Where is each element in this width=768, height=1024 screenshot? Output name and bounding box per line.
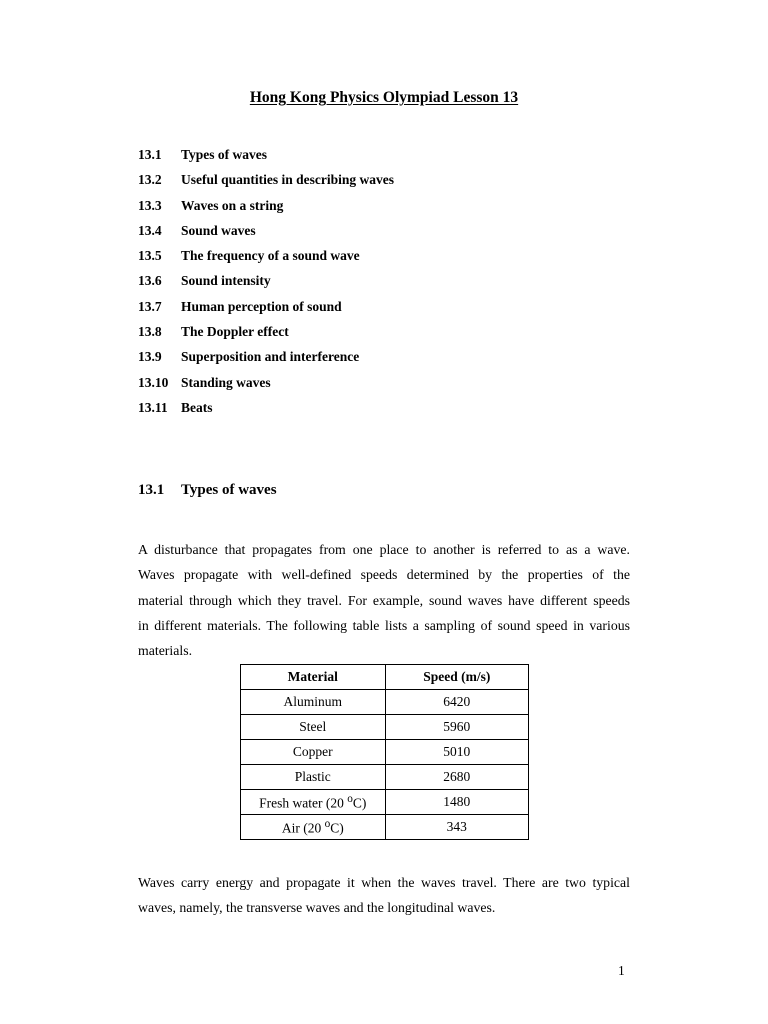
toc-item-label: Beats [181, 399, 213, 415]
table-row [241, 790, 529, 815]
degree-superscript: o [324, 817, 331, 830]
paragraph-line: A disturbance that propagates from one place to another is referred to as a wave. [138, 542, 630, 557]
toc-item-number: 13.10 [138, 374, 169, 390]
table-row [241, 815, 529, 840]
toc-item-number: 13.8 [138, 324, 162, 340]
toc-item-label: The Doppler effect [181, 324, 289, 340]
toc-item-number: 13.3 [138, 197, 162, 213]
toc-item-number: 13.11 [138, 399, 168, 415]
toc-item [138, 347, 394, 372]
toc-item [138, 271, 394, 296]
material-text: Fresh water (20 [259, 795, 348, 811]
toc-item [138, 322, 394, 347]
toc-item-label: Standing waves [181, 374, 271, 390]
toc-item-number: 13.6 [138, 273, 162, 289]
degree-superscript: o [347, 792, 353, 805]
toc-item [138, 170, 394, 195]
section-title: Types of waves [181, 482, 277, 498]
paragraph-line: Waves propagate with well-defined speeds determined by the properties of the [138, 567, 630, 583]
material-text-end: C) [330, 820, 344, 836]
paragraph-line: waves, namely, the transverse waves and the longitudinal waves. [138, 900, 496, 916]
table-row [241, 740, 529, 765]
table-row [241, 715, 529, 740]
speed-cell: 2680 [385, 765, 528, 790]
toc-item-label: Sound waves [181, 222, 256, 238]
toc-item-label: Sound intensity [181, 273, 271, 289]
toc-item [138, 297, 394, 322]
paragraph-line: material through which they travel. For example, sound waves have different speeds [138, 592, 630, 608]
speed-cell: 1480 [385, 790, 528, 815]
section-heading [138, 482, 277, 499]
intro-paragraph [138, 537, 630, 663]
toc-item-number: 13.4 [138, 222, 162, 238]
toc-item [138, 221, 394, 246]
material-cell: Plastic [241, 765, 386, 790]
column-header-material: Material [241, 665, 386, 690]
sound-speed-table [240, 664, 529, 840]
toc-item-number: 13.7 [138, 298, 162, 314]
paragraph-line: materials. [138, 643, 193, 659]
toc-item [138, 398, 394, 423]
table-header-row [241, 665, 529, 690]
speed-cell: 5960 [385, 715, 528, 740]
toc-item-label: Superposition and interference [181, 349, 360, 365]
toc-item-label: Types of waves [181, 147, 267, 162]
column-header-speed: Speed (m/s) [385, 665, 528, 690]
toc-item [138, 246, 394, 271]
toc-item [138, 145, 394, 170]
material-cell [241, 790, 386, 815]
toc-item [138, 196, 394, 221]
toc-item-label: Human perception of sound [181, 298, 342, 314]
document-title: Hong Kong Physics Olympiad Lesson 13 [249, 89, 519, 106]
table-row [241, 690, 529, 715]
page-number: 1 [618, 963, 625, 978]
material-cell: Copper [241, 740, 386, 765]
toc-item-label: The frequency of a sound wave [181, 248, 360, 264]
table-of-contents [138, 145, 394, 423]
speed-cell: 6420 [385, 690, 528, 715]
paragraph-line: in different materials. The following table lists a sampling of sound speed in various [138, 617, 630, 633]
waves-energy-paragraph [138, 870, 630, 921]
toc-item [138, 373, 394, 398]
material-cell: Steel [241, 715, 386, 740]
toc-item-number: 13.1 [138, 147, 162, 162]
material-cell [241, 815, 386, 840]
material-text-end: C) [352, 795, 367, 811]
toc-item-label: Useful quantities in describing waves [181, 172, 395, 188]
toc-item-number: 13.5 [138, 248, 162, 264]
paragraph-line: Waves carry energy and propagate it when the waves travel. There are two typical [138, 875, 630, 890]
toc-item-label: Waves on a string [181, 197, 284, 213]
speed-cell: 5010 [385, 740, 528, 765]
toc-item-number: 13.2 [138, 172, 162, 188]
speed-cell: 343 [385, 815, 528, 840]
material-cell: Aluminum [241, 690, 386, 715]
toc-item-number: 13.9 [138, 349, 162, 365]
section-number: 13.1 [138, 482, 165, 498]
material-text: Air (20 [281, 820, 325, 836]
table-row [241, 765, 529, 790]
